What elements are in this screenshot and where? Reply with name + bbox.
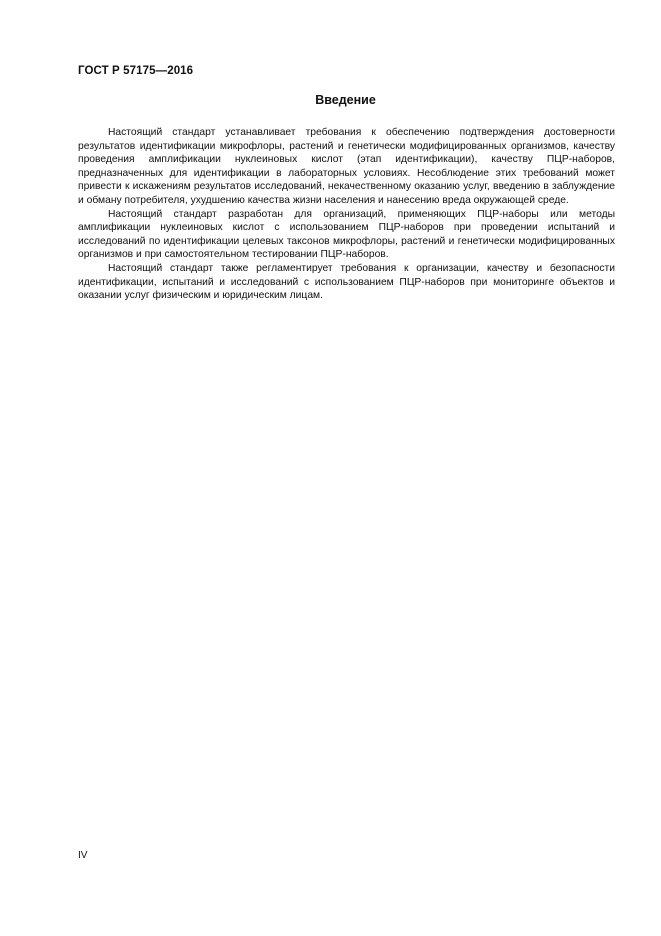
section-title: Введение [315, 93, 376, 107]
standard-code-header: ГОСТ Р 57175—2016 [78, 65, 194, 77]
body-text [78, 126, 615, 303]
paragraph-regulation: Настоящий стандарт также регламентирует требования к организации, качеству и безопасности идентификации, испытаний и исследований с использованием ПЦР-наборов при мониторинге объектов и оказании услуг физическим и юридическим лицам. [78, 262, 615, 302]
page-number: IV [78, 850, 88, 861]
paragraph-scope: Настоящий стандарт разработан для организаций, применяющих ПЦР-наборы или методы амплификации нуклеиновых кислот с использованием ПЦР-наборов при проведении испытаний и исследований по идентификации целевых таксонов микрофлоры, растений и генетически модифицированных организмов и при самостоятельном тестировании ПЦР-наборов. [78, 208, 615, 261]
paragraph-purpose: Настоящий стандарт устанавливает требования к обеспечению подтверждения достоверности результатов идентификации микрофлоры, растений и генетически модифицированных организмов, качеству проведения амплификации нуклеиновых кислот (этап идентификации), качеству ПЦР-наборов, предназначенных для идентификации в лабораторных условиях. Несоблюдение этих требований может привести к искажениям результатов исследований, некачественному оказанию услуг, введению в заблуждение и обману потребителя, ухудшению качества жизни населения и нанесению вреда окружающей среде. [78, 127, 615, 206]
